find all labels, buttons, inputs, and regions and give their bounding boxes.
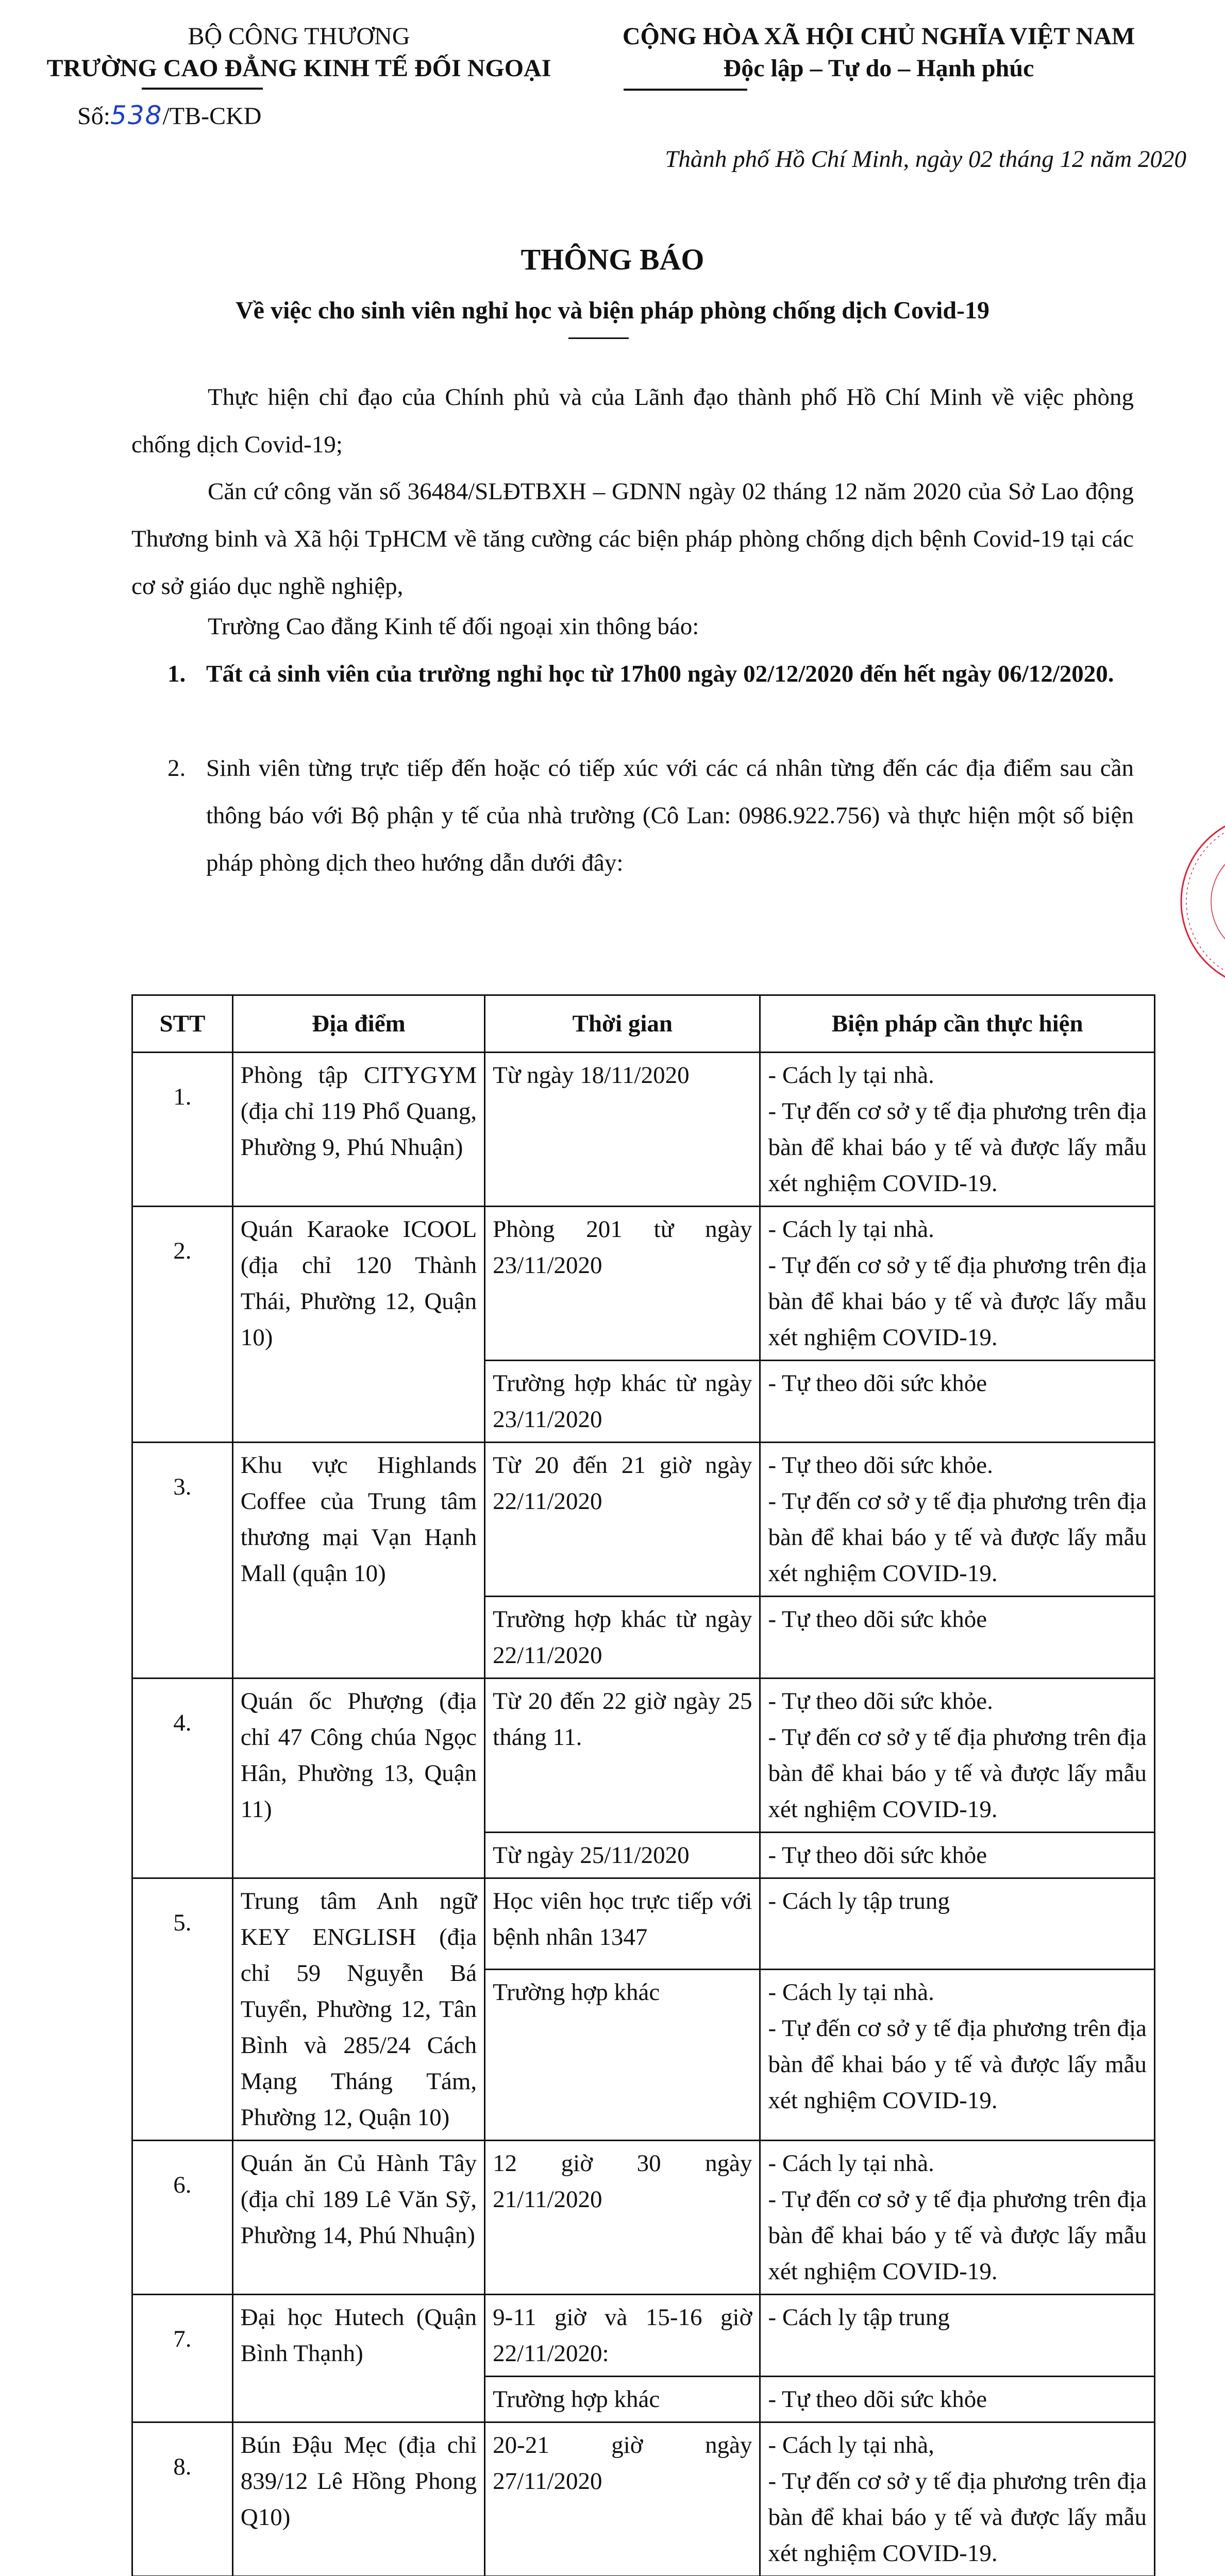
stamp-outer-ring — [1181, 815, 1225, 988]
cell-place: Quán ăn Củ Hành Tây (địa chỉ 189 Lê Văn Sỹ, Phường 14, Phú Nhuận) — [232, 2141, 484, 2295]
table-row — [132, 2295, 1155, 2377]
header-stt: STT — [132, 995, 233, 1053]
list-item-1 — [167, 650, 1134, 698]
intro-paragraph-2: Căn cứ công văn số 36484/SLĐTBXH – GDNN ngày 02 tháng 12 năm 2020 của Sở Lao động Thương binh và Xã hội TpHCM về tăng cường các biện pháp phòng chống dịch bệnh Covid-19 tại các cơ sở giáo dục nghề nghiệp, — [131, 478, 1134, 600]
measure-item: - Cách ly tại nhà. — [768, 1216, 934, 1243]
measure-item: - Cách ly tại nhà. — [768, 1062, 934, 1089]
cell-stt: 2. — [132, 1207, 233, 1443]
measure-item: - Cách ly tại nhà. — [768, 2150, 934, 2177]
cell-measures — [760, 1207, 1155, 1361]
cell-measures — [760, 2295, 1155, 2377]
cell-time: Trường hợp khác — [485, 2377, 760, 2422]
cell-time: Trường hợp khác từ ngày 22/11/2020 — [485, 1597, 760, 1679]
table-row — [132, 1053, 1155, 1207]
cell-time: Từ 20 đến 21 giờ ngày 22/11/2020 — [485, 1443, 760, 1597]
cell-measures — [760, 1969, 1155, 2140]
cell-time: Từ ngày 18/11/2020 — [485, 1053, 760, 1207]
measure-item: - Tự đến cơ sở y tế địa phương trên địa bàn để khai báo y tế và được lấy mẫu xét nghiệm COVID-19. — [768, 1098, 1147, 1197]
measure-item: - Tự đến cơ sở y tế địa phương trên địa bàn để khai báo y tế và được lấy mẫu xét nghiệm COVID-19. — [768, 1488, 1147, 1587]
table-row — [132, 1207, 1155, 1361]
measure-item: - Tự theo dõi sức khỏe — [768, 1842, 987, 1869]
table-row — [132, 1878, 1155, 1970]
table-row — [132, 1679, 1155, 1833]
cell-stt: 8. — [132, 2422, 233, 2576]
measure-item: - Tự theo dõi sức khỏe — [768, 1370, 987, 1397]
cell-stt: 6. — [132, 2141, 233, 2295]
measure-item: - Tự đến cơ sở y tế địa phương trên địa bàn để khai báo y tế và được lấy mẫu xét nghiệm COVID-19. — [768, 1252, 1147, 1351]
measure-item: - Tự theo dõi sức khỏe — [768, 1606, 987, 1633]
cell-stt: 4. — [132, 1679, 233, 1878]
cell-measures — [760, 2377, 1155, 2422]
national-motto: Độc lập – Tự do – Hạnh phúc — [723, 55, 1034, 82]
cell-time: Học viên học trực tiếp với bệnh nhân 1347 — [485, 1878, 760, 1970]
cell-time: 9-11 giờ và 15-16 giờ 22/11/2020: — [485, 2295, 760, 2377]
cell-stt: 1. — [132, 1053, 233, 1207]
table-row — [132, 2141, 1155, 2295]
cell-time: 20-21 giờ ngày 27/11/2020 — [485, 2422, 760, 2576]
list-item-text: Tất cả sinh viên của trường nghỉ học từ 17h00 ngày 02/12/2020 đến hết ngày 06/12/2020. — [206, 660, 1114, 687]
measure-item: - Tự theo dõi sức khỏe. — [768, 1452, 993, 1479]
measure-item: - Tự theo dõi sức khỏe. — [768, 1688, 993, 1715]
cell-measures — [760, 1597, 1155, 1679]
cell-time: Từ ngày 25/11/2020 — [485, 1833, 760, 1878]
measure-item: - Tự đến cơ sở y tế địa phương trên địa bàn để khai báo y tế và được lấy mẫu xét nghiệm COVID-19. — [768, 1724, 1147, 1823]
cell-measures — [760, 1361, 1155, 1443]
header-measures: Biện pháp cần thực hiện — [760, 995, 1155, 1053]
cell-time: 12 giờ 30 ngày 21/11/2020 — [485, 2141, 760, 2295]
cell-time: Trường hợp khác — [485, 1969, 760, 2140]
table-row — [132, 2422, 1155, 2576]
table-body — [132, 1053, 1155, 2576]
national-header — [572, 21, 1185, 84]
measure-item: - Tự đến cơ sở y tế địa phương trên địa bàn để khai báo y tế và được lấy mẫu xét nghiệm COVID-19. — [768, 2468, 1147, 2567]
ministry-name: BỘ CÔNG THƯƠNG — [188, 23, 410, 50]
place-date: Thành phố Hồ Chí Minh, ngày 02 tháng 12 năm 2020 — [665, 146, 1186, 173]
document-number — [77, 100, 261, 130]
list-item-number: 1. — [167, 660, 186, 687]
cell-measures — [760, 1053, 1155, 1207]
measure-item: - Cách ly tại nhà, — [768, 2432, 934, 2459]
cell-place: Quán ốc Phượng (địa chỉ 47 Công chúa Ngọc Hân, Phường 13, Quận 11) — [232, 1679, 484, 1878]
measure-item: - Cách ly tập trung — [768, 2304, 950, 2331]
issuer-block — [0, 21, 598, 84]
cell-time: Từ 20 đến 22 giờ ngày 25 tháng 11. — [485, 1679, 760, 1833]
table-row — [132, 1443, 1155, 1597]
cell-stt: 5. — [132, 1878, 233, 2141]
cell-measures — [760, 1679, 1155, 1833]
list-item-number: 2. — [167, 755, 186, 782]
measure-item: - Tự đến cơ sở y tế địa phương trên địa bàn để khai báo y tế và được lấy mẫu xét nghiệm COVID-19. — [768, 2186, 1147, 2285]
intro-paragraph-1: Thực hiện chỉ đạo của Chính phủ và của Lãnh đạo thành phố Hồ Chí Minh về việc phòng chống dịch Covid-19; — [131, 384, 1134, 458]
cell-measures — [760, 1878, 1155, 1970]
cell-stt: 7. — [132, 2295, 233, 2422]
cell-measures — [760, 1443, 1155, 1597]
cell-place: Quán Karaoke ICOOL (địa chỉ 120 Thành Thái, Phường 12, Quận 10) — [232, 1207, 484, 1443]
measure-item: - Tự theo dõi sức khỏe — [768, 2386, 987, 2413]
doc-no-suffix: /TB-CKD — [162, 103, 262, 130]
school-name: TRƯỜNG CAO ĐẲNG KINH TẾ ĐỐI NGOẠI — [46, 55, 551, 82]
cell-time: Trường hợp khác từ ngày 23/11/2020 — [485, 1361, 760, 1443]
cell-place: Trung tâm Anh ngữ KEY ENGLISH (địa chỉ 59 Nguyễn Bá Tuyển, Phường 12, Tân Bình và 285/24 Cách Mạng Tháng Tám, Phường 12, Quận 10) — [232, 1878, 484, 2141]
list-item-2 — [167, 744, 1134, 887]
issuer-underline — [142, 88, 263, 90]
locations-table — [131, 994, 1155, 2576]
list-item-text: Sinh viên từng trực tiếp đến hoặc có tiếp xúc với các cá nhân từng đến các địa điểm sau cần thông báo với Bộ phận y tế của nhà trường (Cô Lan: 0986.922.756) và thực hiện một số biện pháp phòng dịch theo hướng dẫn dưới đây: — [206, 755, 1134, 876]
cell-stt: 3. — [132, 1443, 233, 1679]
table-header-row — [132, 995, 1155, 1053]
measure-item: - Cách ly tập trung — [768, 1888, 950, 1914]
header-time: Thời gian — [485, 995, 760, 1053]
motto-underline — [624, 89, 747, 91]
cell-time: Phòng 201 từ ngày 23/11/2020 — [485, 1207, 760, 1361]
cell-place: Khu vực Highlands Coffee của Trung tâm thương mại Vạn Hạnh Mall (quận 10) — [232, 1443, 484, 1679]
measure-item: - Tự đến cơ sở y tế địa phương trên địa bàn để khai báo y tế và được lấy mẫu xét nghiệm COVID-19. — [768, 2014, 1147, 2114]
document-title: THÔNG BÁO — [521, 243, 704, 276]
cell-measures — [760, 2422, 1155, 2576]
document-subtitle: Về việc cho sinh viên nghỉ học và biện pháp phòng chống dịch Covid-19 — [236, 297, 989, 324]
cell-place: Đại học Hutech (Quận Bình Thạnh) — [232, 2295, 484, 2422]
doc-no-prefix: Số: — [77, 103, 111, 130]
doc-no-handwritten: 538 — [110, 100, 163, 130]
measure-item: - Cách ly tại nhà. — [768, 1978, 934, 2006]
margin-stamp-partial — [1149, 814, 1225, 989]
stamp-dotted-ring — [1186, 820, 1225, 983]
cell-measures — [760, 2141, 1155, 2295]
stamp-inner-ring — [1211, 845, 1225, 958]
country-name: CỘNG HÒA XÃ HỘI CHỦ NGHĨA VIỆT NAM — [622, 23, 1135, 50]
title-underline — [568, 337, 629, 339]
intro-paragraph-3: Trường Cao đẳng Kinh tế đối ngoại xin thông báo: — [208, 613, 699, 640]
cell-place: Bún Đậu Mẹc (địa chỉ 839/12 Lê Hồng Phong Q10) — [232, 2422, 484, 2576]
cell-place: Phòng tập CITYGYM (địa chỉ 119 Phổ Quang, Phường 9, Phú Nhuận) — [232, 1053, 484, 1207]
header-place: Địa điểm — [232, 995, 484, 1053]
cell-measures — [760, 1833, 1155, 1878]
